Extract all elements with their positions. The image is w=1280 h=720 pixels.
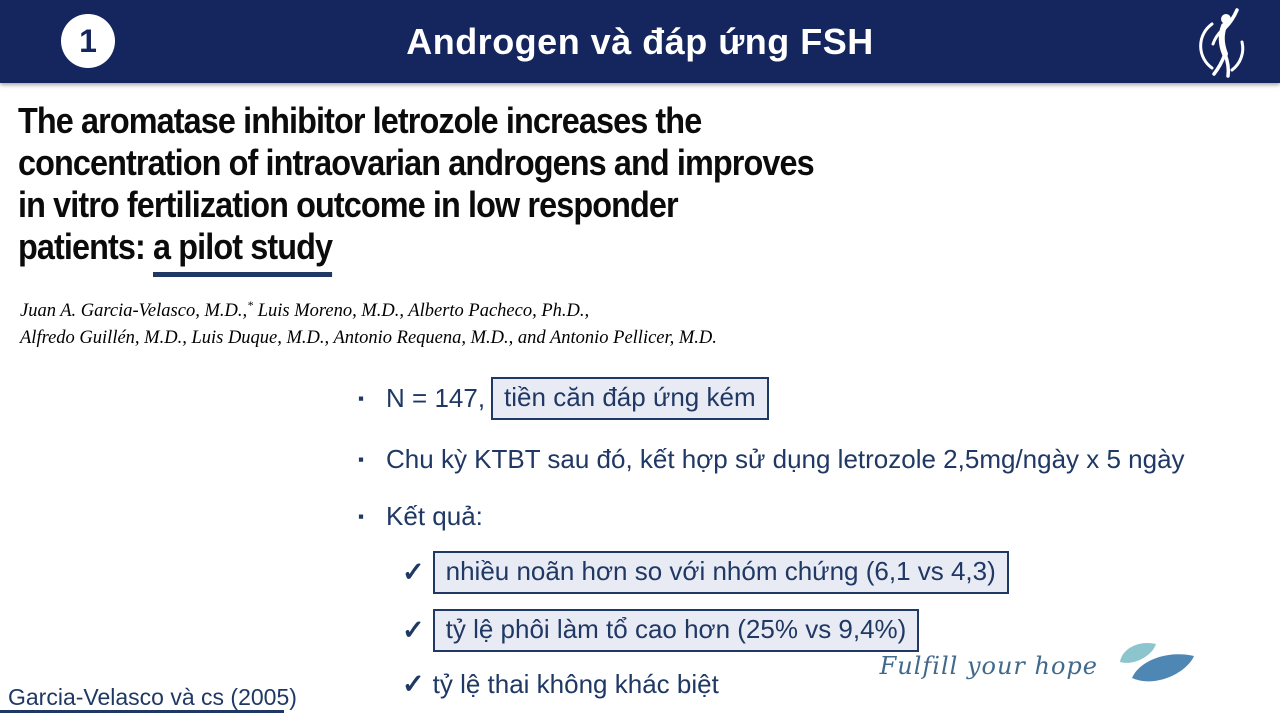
sub-bullet-oocytes <box>402 551 1009 594</box>
authors-line-2: Alfredo Guillén, M.D., Luis Duque, M.D., Antonio Requena, M.D., and Antonio Pellicer, M.D. <box>20 328 717 349</box>
sub-bullet-pregnancy <box>402 669 719 700</box>
authors-line-1-rest: Luis Moreno, M.D., Alberto Pacheco, Ph.D., <box>253 301 590 322</box>
bullet-results <box>358 501 483 532</box>
brand-lockup <box>880 652 1112 680</box>
slide-title: Androgen và đáp ứng FSH <box>406 20 874 62</box>
square-bullet-icon: ▪ <box>358 449 365 469</box>
highlight-box-implantation: tỷ lệ phôi làm tổ cao hơn (25% vs 9,4%) <box>433 609 920 652</box>
sub-bullet-pregnancy-text: tỷ lệ thai không khác biệt <box>432 669 719 699</box>
authors-line-1-text: Juan A. Garcia-Velasco, M.D., <box>20 301 248 322</box>
check-icon: ✓ <box>402 557 425 587</box>
paper-title-line-1: The aromatase inhibitor letrozole increases the <box>18 100 702 141</box>
paper-authors <box>20 292 880 352</box>
square-bullet-icon: ▪ <box>358 388 365 408</box>
two-leaf-petals-icon <box>1106 636 1202 690</box>
citation: Garcia-Velasco và cs (2005) <box>8 684 297 710</box>
square-bullet-icon: ▪ <box>358 506 365 526</box>
authors-asterisk: * <box>247 298 254 312</box>
header-bar <box>0 0 1280 83</box>
sub-bullet-implantation <box>402 609 919 652</box>
bullet-n147 <box>358 377 769 420</box>
paper-title-line-4 <box>18 226 900 277</box>
bullet-protocol-text: Chu kỳ KTBT sau đó, kết hợp sử dụng letrozole 2,5mg/ngày x 5 ngày <box>386 444 1185 474</box>
highlight-box-oocytes: nhiều noãn hơn so với nhóm chứng (6,1 vs 4,3) <box>433 551 1009 594</box>
citation-underline <box>0 710 284 713</box>
paper-title <box>18 100 900 277</box>
paper-title-underlined-phrase: a pilot study <box>153 226 332 277</box>
authors-line-1 <box>20 292 880 325</box>
check-icon: ✓ <box>402 615 425 645</box>
bullet-protocol <box>358 444 1185 475</box>
paper-title-line-2: concentration of intraovarian androgens and improves <box>18 142 814 183</box>
bullet-results-text: Kết quả: <box>386 501 483 531</box>
paper-title-line-4-prefix: patients: <box>18 226 154 267</box>
slide-number: 1 <box>79 22 97 59</box>
bullet-n147-text: N = 147, <box>386 383 486 413</box>
paper-title-line-3: in vitro fertilization outcome in low responder <box>18 184 678 225</box>
dancer-figure-icon <box>1192 8 1258 78</box>
highlight-box-poor-responder: tiền căn đáp ứng kém <box>491 377 769 420</box>
check-icon: ✓ <box>402 669 425 699</box>
brand-tagline: Fulfill your hope <box>879 652 1098 680</box>
